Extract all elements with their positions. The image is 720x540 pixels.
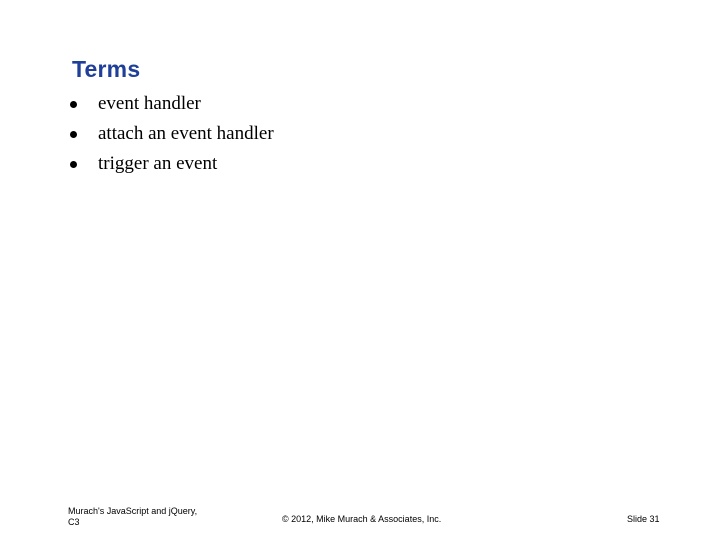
bullet-item bbox=[68, 149, 274, 179]
bullet-dot-icon bbox=[70, 161, 77, 168]
footer-copyright: © 2012, Mike Murach & Associates, Inc. bbox=[282, 514, 442, 524]
bullet-text: trigger an event bbox=[98, 153, 218, 174]
bullet-dot-icon bbox=[70, 101, 77, 108]
footer-book-title bbox=[68, 506, 238, 528]
bullet-item bbox=[68, 89, 274, 119]
bullet-list bbox=[68, 89, 274, 179]
bullet-item bbox=[68, 119, 274, 149]
footer-slide-number: Slide 31 bbox=[627, 514, 660, 524]
bullet-dot-icon bbox=[70, 131, 77, 138]
slide-title: Terms bbox=[72, 56, 141, 82]
footer-book-title-line2: C3 bbox=[68, 517, 80, 527]
footer-book-title-line1: Murach's JavaScript and jQuery, bbox=[68, 506, 198, 516]
bullet-text: attach an event handler bbox=[98, 123, 274, 144]
bullet-text: event handler bbox=[98, 93, 201, 114]
